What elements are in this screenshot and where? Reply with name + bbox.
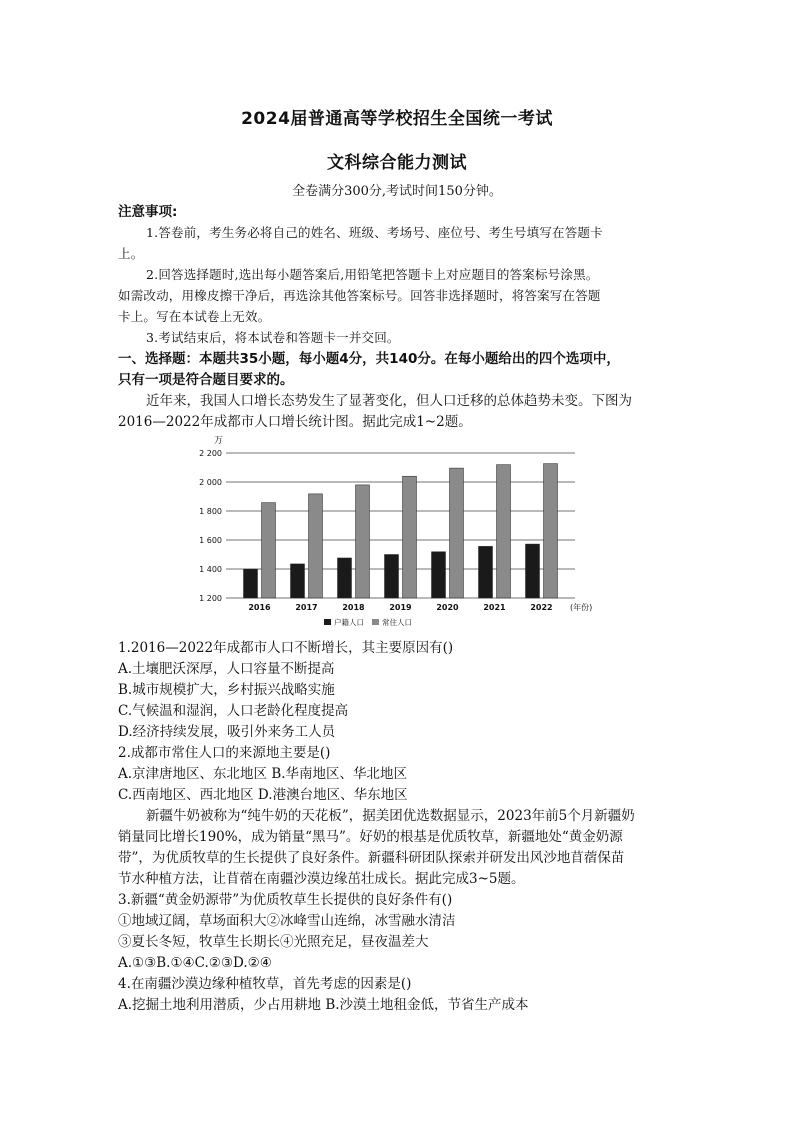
x-tick-label: 2021 [483, 603, 506, 612]
bar-hukou-2016 [244, 569, 258, 598]
bar-changzhu-2019 [403, 476, 417, 598]
y-tick-label: 2 200 [199, 449, 222, 458]
x-tick-label: 2020 [436, 603, 459, 612]
bar-hukou-2020 [432, 552, 446, 598]
passage2-line-2: 销量同比增长190%，成为销量“黑马”。好奶的根基是优质牧草，新疆地处“黄金奶源 [118, 829, 623, 845]
passage2-line-3: 带”，为优质牧草的生长提供了良好条件。新疆科研团队探索并研发出风沙地苜蓿保苗 [118, 850, 625, 866]
bar-changzhu-2016 [262, 503, 276, 598]
q4-options-ab: A.挖掘土地利用潜质，少占用耕地 B.沙漠土地租金低，节省生产成本 [118, 997, 529, 1013]
notice-line-1b: 上。 [118, 246, 144, 261]
q1-option-b: B.城市规模扩大，乡村振兴战略实施 [118, 682, 335, 698]
passage2-line-4: 节水种植方法，让苜蓿在南疆沙漠边缘茁壮成长。据此完成3~5题。 [118, 871, 525, 887]
passage1-line-2: 2016—2022年成都市人口增长统计图。据此完成1~2题。 [118, 414, 472, 430]
q3-statements-34: ③夏长冬短，牧草生长期长④光照充足，昼夜温差大 [118, 934, 429, 950]
bar-hukou-2017 [291, 564, 305, 598]
q3-statements-12: ①地域辽阔，草场面积大②冰峰雪山连绵，冰雪融水清洁 [118, 913, 456, 929]
x-tick-label: 2019 [389, 603, 412, 612]
section1-heading-cont: 只有一项是符合题目要求的。 [118, 372, 294, 388]
legend-swatch-hukou [324, 619, 331, 625]
legend-label-hukou: 户籍人口 [334, 618, 364, 627]
q1-stem: 1.2016—2022年成都市人口不断增长，其主要原因有() [118, 640, 454, 656]
notice-line-2c: 卡上。写在本试卷上无效。 [118, 309, 271, 324]
notice-line-1: 1.答卷前，考生务必将自己的姓名、班级、考场号、座位号、考生号填写在答题卡 [146, 225, 603, 240]
q4-stem: 4.在南疆沙漠边缘种植牧草，首先考虑的因素是() [118, 976, 412, 992]
x-tick-label: 2016 [248, 603, 271, 612]
q3-stem: 3.新疆“黄金奶源带”为优质牧草生长提供的良好条件有() [118, 892, 453, 908]
bar-changzhu-2018 [356, 485, 370, 598]
y-tick-label: 1 200 [199, 594, 222, 603]
y-axis-unit-label: 万 [214, 436, 224, 446]
exam-info: 全卷满分300分,考试时间150分钟。 [292, 184, 502, 199]
notice-heading: 注意事项: [118, 204, 178, 220]
legend-swatch-changzhu [372, 619, 379, 625]
bar-changzhu-2022 [544, 464, 558, 598]
exam-title: 2024届普通高等学校招生全国统一考试 [241, 109, 553, 129]
q1-option-c: C.气候温和湿润，人口老龄化程度提高 [118, 703, 349, 719]
bar-hukou-2018 [338, 558, 352, 598]
q1-option-d: D.经济持续发展，吸引外来务工人员 [118, 724, 336, 740]
notice-line-3: 3.考试结束后，将本试卷和答题卡一并交回。 [146, 330, 400, 345]
q2-stem: 2.成都市常住人口的来源地主要是() [118, 745, 331, 761]
population-bar-chart [190, 433, 610, 633]
bar-hukou-2019 [385, 555, 399, 599]
x-tick-label: 2018 [342, 603, 365, 612]
exam-subtitle: 文科综合能力测试 [327, 153, 467, 173]
notice-line-2: 2.回答选择题时,选出每小题答案后,用铅笔把答题卡上对应题目的答案标号涂黑。 [146, 267, 599, 282]
x-tick-label: 2017 [295, 603, 318, 612]
bar-hukou-2021 [479, 546, 493, 598]
q2-options-cd: C.西南地区、西北地区 D.港澳台地区、华东地区 [118, 787, 408, 803]
passage2-line-1: 新疆牛奶被称为“纯牛奶的天花板”，据美团优选数据显示，2023年前5个月新疆奶 [146, 808, 635, 824]
bar-changzhu-2021 [497, 465, 511, 598]
y-tick-label: 2 000 [199, 478, 222, 487]
y-tick-label: 1 600 [199, 536, 222, 545]
y-tick-label: 1 800 [199, 507, 222, 516]
section1-heading: 一、选择题：本题共35小题，每小题4分，共140分。在每小题给出的四个选项中， [118, 351, 620, 367]
bar-changzhu-2017 [309, 494, 323, 598]
bar-changzhu-2020 [450, 468, 464, 598]
bar-hukou-2022 [526, 544, 540, 598]
q2-options-ab: A.京津唐地区、东北地区 B.华南地区、华北地区 [118, 766, 408, 782]
y-tick-label: 1 400 [199, 565, 222, 574]
q1-option-a: A.土壤肥沃深厚，人口容量不断提高 [118, 661, 335, 677]
chart-legend [324, 617, 412, 627]
q3-choices: A.①③B.①④C.②③D.②④ [118, 955, 272, 971]
notice-line-2b: 如需改动，用橡皮擦干净后，再选涂其他答案标号。回答非选择题时，将答案写在答题 [118, 288, 601, 303]
legend-label-changzhu: 常住人口 [382, 618, 412, 627]
x-tick-label: 2022 [530, 603, 553, 612]
passage1-line-1: 近年来，我国人口增长态势发生了显著变化，但人口迁移的总体趋势未变。下图为 [146, 393, 632, 409]
x-axis-label: (年份) [570, 603, 593, 612]
